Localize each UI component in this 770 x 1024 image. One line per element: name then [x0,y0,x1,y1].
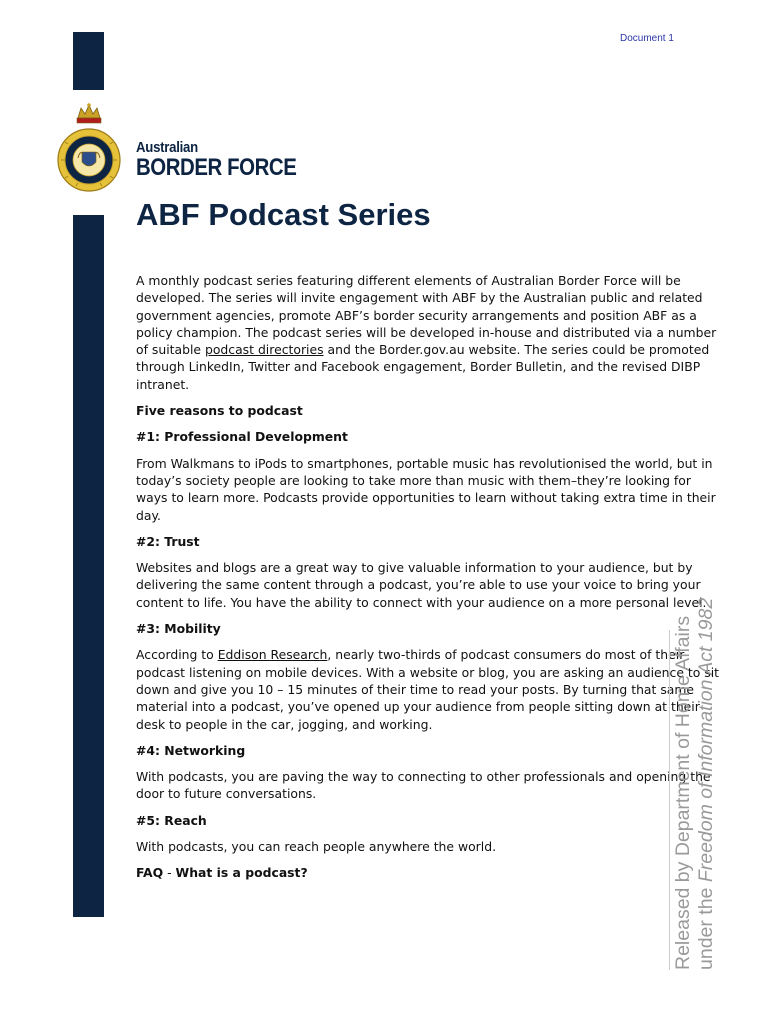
section-text-3-body: , nearly two-thirds of podcast consumers do most of their podcast listening on mobile devices. With a website or blog, you are asking an audience to sit down and give you 10 – 15 minutes of their time to read your posts. By turning that same material into a podcast, you’ve opened up your audience from people sitting down at their desk to people in the car, jogging, and working. [136,647,720,732]
faq-label: FAQ [136,865,164,881]
section-heading-4: #4: Networking [136,742,246,758]
foi-stamp-line-2 [695,597,718,970]
brand-wordmark [136,140,325,180]
section-heading-1: #1: Professional Development [136,429,348,445]
foi-stamp-text [672,597,718,970]
foi-release-stamp [669,597,718,970]
podcast-directories-link[interactable]: podcast directories [204,342,324,358]
document-label: Document 1 [620,33,674,44]
intro-text-end: and the Border.gov.au website. The series could be promoted through LinkedIn, Twitter and Facebook engagement, Border Bulletin, and the revised DIBP intranet. [136,342,710,392]
faq-separator: - [163,865,176,881]
reasons-heading: Five reasons to podcast [136,403,303,419]
section-text-5: With podcasts, you can reach people anywhere the world. [136,839,497,855]
section-text-1: From Walkmans to iPods to smartphones, portable music has revolutionised the world, but in today’s society people are looking to take more than music with them–they’re looking for ways to learn more. Podcasts provide opportunities to learn without taking extra time in their day. [136,455,716,523]
decorative-sidebar-top [73,32,104,90]
document-body [136,272,720,891]
abf-crest-icon [56,102,122,202]
section-text-2: Websites and blogs are a great way to give valuable information to your audience, but by delivering the same content through a podcast, you’re able to use your voice to bring your content to life. You have the ability to connect with your audience on a more personal level. [136,560,707,610]
section-heading-5: #5: Reach [136,812,207,828]
intro-text-start: A monthly podcast series featuring different elements of Australian Border Force will be developed. The series will invite engagement with ABF by the Australian public and related government agencies, promote ABF’s border security arrangements and position ABF as a policy champion. The podcast series will be developed in-house and distributed via a number of suitable [136,273,717,358]
section-text-3 [136,646,720,732]
foi-stamp-line-1: Released by Department of Home Affairs [672,615,694,970]
faq-heading [136,864,720,881]
brand-line-australian: Australian [136,139,198,156]
intro-paragraph [136,272,720,393]
decorative-sidebar-bottom [73,215,104,917]
foi-stamp-line-2-pre: under the [695,882,717,970]
section-text-3-pre: According to [136,647,218,663]
section-heading-3: #3: Mobility [136,621,221,637]
page-title: ABF Podcast Series [136,197,431,232]
eddison-research-link[interactable]: Eddison Research [217,647,328,663]
section-text-4: With podcasts, you are paving the way to connecting to other professionals and opening the door to future conversations. [136,769,711,802]
foi-act-name: Freedom of Information Act 1982 [695,597,717,883]
faq-question: What is a podcast? [175,865,308,881]
section-heading-2: #2: Trust [136,533,200,549]
brand-line-border-force: BORDER FORCE [136,154,297,181]
